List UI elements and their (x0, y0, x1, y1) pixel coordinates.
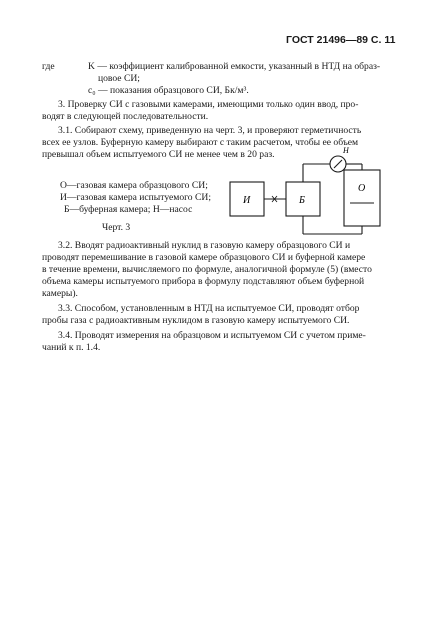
label-b: Б (299, 195, 305, 206)
section-3-2-line-5: камеры). (42, 288, 78, 299)
section-3-3-line-1: 3.3. Способом, установленным в НТД на испытуемое СИ, проводят отбор (58, 303, 360, 314)
section-3-line-2: водят в следующей последовательности. (42, 111, 209, 122)
chamber-o-box (344, 170, 380, 226)
page-header: ГОСТ 21496—89 С. 11 (286, 34, 396, 46)
section-3-1-line-2: всех ее узлов. Буферную камеру выбирают с таким расчетом, чтобы ее объем (42, 137, 359, 148)
section-3-3-line-2: пробы газа с радиоактивным нуклидом в газовую камеру испытуемого СИ. (42, 315, 350, 326)
section-3-2-line-4: объема камеры испытуемого прибора в формулу подставляют объем буферной (42, 276, 365, 287)
definition-k: K — коэффициент калиброванной емкости, указанный в НТД на образ- (88, 61, 381, 72)
definition-c: c₀ — показания образцового СИ, Бк/м³. (88, 85, 249, 96)
section-3-2-line-1: 3.2. Вводят радиоактивный нуклид в газовую камеру образцового СИ и (58, 240, 351, 251)
section-3-4-line-1: 3.4. Проводят измерения на образцовом и испытуемом СИ с учетом приме- (58, 330, 366, 341)
label-n: Н (343, 146, 349, 155)
section-3-2-line-3: в течение времени, вычисляемого по формуле, аналогичной формуле (5) (вместо (42, 264, 372, 275)
section-3-1-line-3: превышал объем испытуемого СИ не менее чем в 20 раз. (42, 149, 275, 160)
label-i: И (243, 195, 251, 206)
legend-i: И—газовая камера испытуемого СИ; (60, 192, 211, 203)
section-3-4-line-2: чаний к п. 1.4. (42, 342, 101, 353)
figure-caption: Черт. 3 (102, 222, 131, 233)
section-3-1-line-1: 3.1. Собирают схему, приведенную на черт. 3, и проверяют герметичность (58, 125, 362, 136)
where-word: где (42, 61, 55, 72)
label-o: O (358, 183, 366, 194)
section-3-line-1: 3. Проверку СИ с газовыми камерами, имеющими только один ввод, про- (58, 99, 359, 110)
definition-k-continuation: цовое СИ; (98, 73, 140, 84)
legend-o: O—газовая камера образцового СИ; (60, 180, 208, 191)
pump-arrow (334, 160, 342, 168)
legend-b-n: Б—буферная камера; Н—насос (64, 204, 193, 215)
section-3-2-line-2: проводят перемешивание в газовой камере образцового СИ и буферной камере (42, 252, 366, 263)
